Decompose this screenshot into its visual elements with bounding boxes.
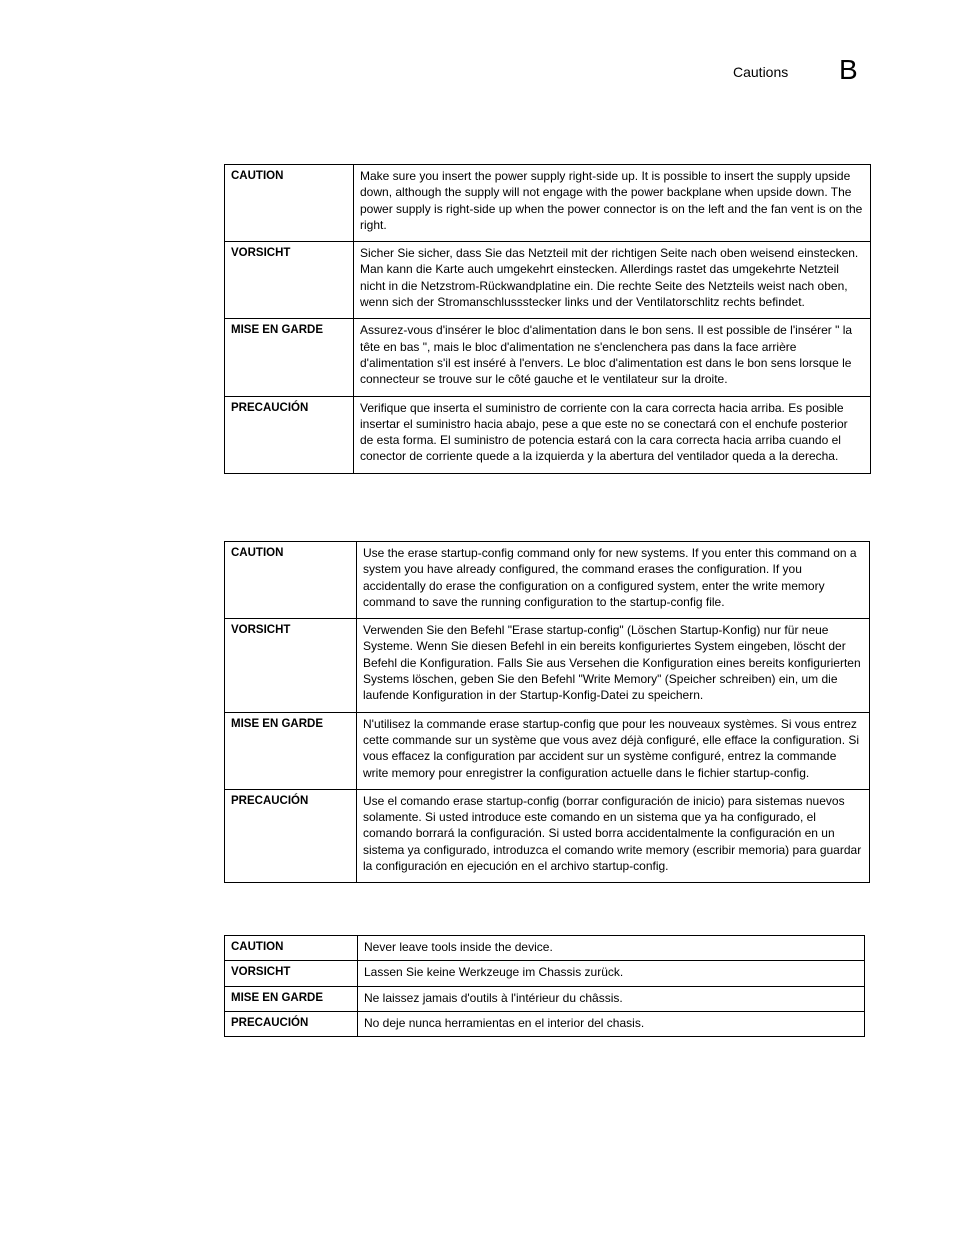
caution-label: VORSICHT [225, 242, 354, 319]
table-row [225, 165, 871, 242]
table-row [225, 1011, 865, 1036]
caution-text: Verwenden Sie den Befehl "Erase startup-config" (Löschen Startup-Konfig) nur für neue Systeme. Wenn Sie diesen Befehl in ein bereits konfiguriertes System eingeben, löscht der Befehl die Konfiguration. Falls Sie aus Versehen die Konfiguration eines bereits konfigurierten Systems löschen, geben Sie den Befehl "Write Memory" (Speicher schreiben) ein, um die laufende Konfiguration in der Startup-Konfig-Datei zu speichern. [357, 619, 870, 712]
caution-text: Make sure you insert the power supply right-side up. It is possible to insert the supply upside down, although the supply will not engage with the power backplane when upside down. The power supply is right-side up when the power connector is on the left and the fan vent is on the right. [354, 165, 871, 242]
caution-label: PRECAUCIÓN [225, 1011, 358, 1036]
table-row [225, 961, 865, 986]
header-appendix-letter: B [839, 54, 858, 85]
caution-text: Sicher Sie sicher, dass Sie das Netzteil mit der richtigen Seite nach oben weisend einstecken. Man kann die Karte auch umgekehrt einstecken. Allerdings rastet das umgekehrte Netzteil nicht in die Netzstrom-Rückwandplatine ein. Die rechte Seite des Netzteils weist nach oben, wenn sich der Stromanschlussstecker links und der Ventilatorschlitz rechts befindet. [354, 242, 871, 319]
caution-label: PRECAUCIÓN [225, 396, 354, 473]
caution-label: MISE EN GARDE [225, 319, 354, 396]
table-row [225, 542, 870, 619]
caution-text: N'utilisez la commande erase startup-config que pour les nouveaux systèmes. Si vous entrez cette commande sur un système que vous avez déjà configuré, elle efface la configuration. Si vous effacez la configuration par accident sur un système configuré, entrez la commande write memory pour enregistrer la configuration actuelle dans le fichier startup-config. [357, 712, 870, 789]
caution-table-tools [224, 935, 865, 1037]
caution-text: Lassen Sie keine Werkzeuge im Chassis zurück. [358, 961, 865, 986]
table-row [225, 789, 870, 882]
caution-label: PRECAUCIÓN [225, 789, 357, 882]
header-section-title: Cautions [733, 64, 789, 80]
caution-text: Use the erase startup-config command only for new systems. If you enter this command on a system you have already configured, the command erases the configuration. If you accidentally do erase the configuration on a configured system, enter the write memory command to save the running configuration to the startup-config file. [357, 542, 870, 619]
caution-label: CAUTION [225, 542, 357, 619]
table-row [225, 936, 865, 961]
table-row [225, 712, 870, 789]
caution-text: Use el comando erase startup-config (borrar configuración de inicio) para sistemas nuevos solamente. Si usted introduce este comando en un sistema que ya ha configurado, el comando borrará la configuración. Si usted borra accidentalmente la configuración en un sistema ya configurado, introduzca el comando write memory (escribir memoria) para guardar la configuración en ejecución en el archivo startup-config. [357, 789, 870, 882]
caution-label: CAUTION [225, 936, 358, 961]
table-row [225, 242, 871, 319]
table-row [225, 319, 871, 396]
caution-text: Never leave tools inside the device. [358, 936, 865, 961]
caution-text: Ne laissez jamais d'outils à l'intérieur du châssis. [358, 986, 865, 1011]
caution-text: No deje nunca herramientas en el interior del chasis. [358, 1011, 865, 1036]
caution-label: MISE EN GARDE [225, 712, 357, 789]
table-row [225, 986, 865, 1011]
caution-label: CAUTION [225, 165, 354, 242]
table-row [225, 396, 871, 473]
caution-text: Assurez-vous d'insérer le bloc d'alimentation dans le bon sens. Il est possible de l'insérer " la tête en bas ", mais le bloc d'alimentation ne s'enclenchera pas dans la face arrière d'alimentation s'il est inséré à l'envers. Le bloc d'alimentation est dans le bon sens lorsque le connecteur se trouve sur le côté gauche et le ventilateur sur la droite. [354, 319, 871, 396]
caution-label: MISE EN GARDE [225, 986, 358, 1011]
caution-table-power-supply [224, 164, 871, 474]
table-row [225, 619, 870, 712]
caution-label: VORSICHT [225, 619, 357, 712]
caution-table-erase-config [224, 541, 870, 883]
caution-label: VORSICHT [225, 961, 358, 986]
caution-text: Verifique que inserta el suministro de corriente con la cara correcta hacia arriba. Es posible insertar el suministro hacia abajo, pese a que este no se conectará con el enchufe posterior de esta forma. El suministro de potencia estará con la cara correcta hacia arriba cuando el conector de corriente quede a la izquierda y la abertura del ventilador queda a la derecha. [354, 396, 871, 473]
